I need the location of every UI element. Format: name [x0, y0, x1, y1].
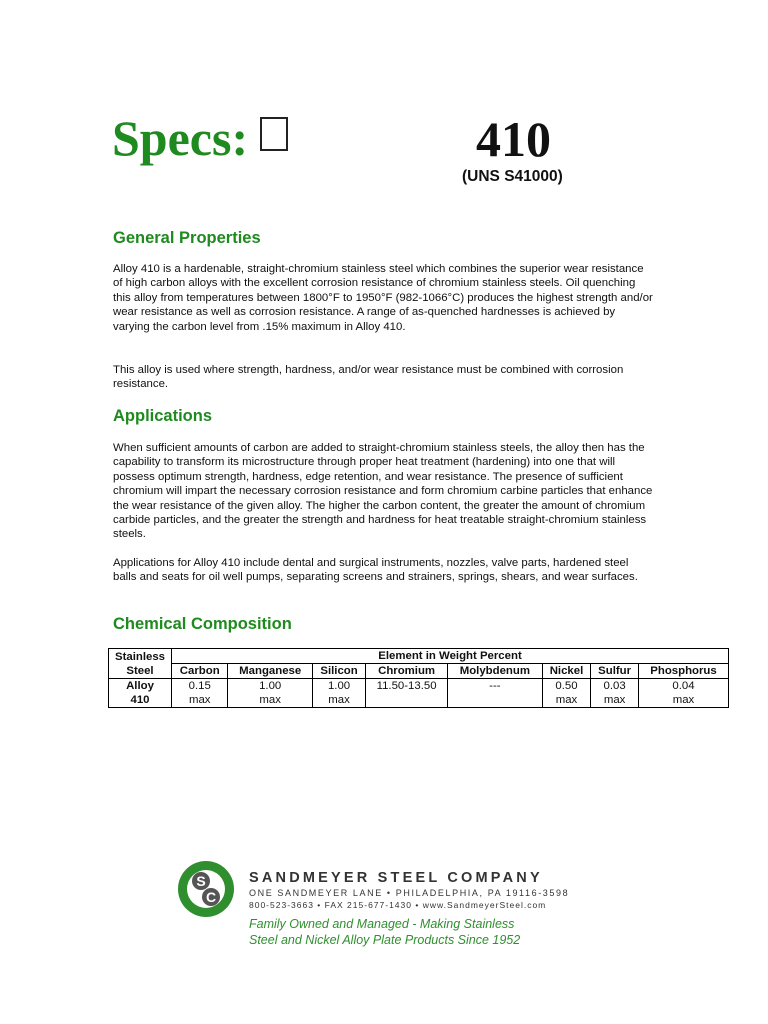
element-header: Silicon [312, 664, 365, 679]
table-cell: 11.50-13.50 [366, 679, 448, 708]
table-cell: 0.15 max [172, 679, 228, 708]
applications-paragraph-1: When sufficient amounts of carbon are added to straight-chromium stainless steels, the alloy then has the capability to transform its microstructure through proper heat treatment (hardening) into one that will possess optimum strength, hardness, edge retention, and wear resistance. The presence of sufficient chromium will impart the necessary corrosion resistance and form chromium carbine particles that enhance the wear resistance of the given alloy. The higher the carbon content, the greater the amount of chromium carbide particles, and the greater the strength and hardness for heat treatable straight-chromium stainless steels. [113, 442, 653, 541]
table-cell: 0.03 max [591, 679, 639, 708]
missing-glyph-box [260, 117, 288, 151]
alloy-number: 410 [476, 111, 551, 167]
general-properties-paragraph-1: Alloy 410 is a hardenable, straight-chromium stainless steel which combines the superior wear resistance of high carbon alloys with the excellent corrosion resistance of chromium stainless steels. Oil quenching this alloy from temperatures between 1800°F to 1950°F (982-1066°C) produces the highest strength and/or wear resistance as well as corrosion resistance. A range of as-quenched hardnesses is achieved by varying the carbon level from .15% maximum in Alloy 410. [113, 263, 653, 333]
sandmeyer-logo-icon [178, 861, 234, 917]
applications-paragraph-2: Applications for Alloy 410 include dental and surgical instruments, nozzles, valve parts, hardened steel balls and seats for oil well pumps, separating screens and strainers, springs, shears, and wear surfaces. [113, 557, 638, 584]
table-cell: 0.04 max [638, 679, 728, 708]
company-tagline: Family Owned and Managed - Making Stainless Steel and Nickel Alloy Plate Products Since 1952 [249, 917, 521, 947]
element-header: Nickel [542, 664, 591, 679]
logo-letter-s: S [192, 872, 210, 890]
table-cell: 1.00 max [228, 679, 312, 708]
company-contact: 800-523-3663 • FAX 215-677-1430 • www.SandmeyerSteel.com [249, 900, 547, 910]
table-row [109, 679, 729, 708]
uns-designation: (UNS S41000) [462, 168, 563, 185]
element-header: Phosphorus [638, 664, 728, 679]
element-header: Molybdenum [447, 664, 542, 679]
company-name: SANDMEYER STEEL COMPANY [249, 870, 543, 886]
chemical-composition-heading: Chemical Composition [113, 615, 292, 633]
element-header: Chromium [366, 664, 448, 679]
general-properties-heading: General Properties [113, 229, 261, 247]
company-footer [176, 858, 596, 950]
chemical-composition-table [108, 648, 729, 708]
company-address: ONE SANDMEYER LANE • PHILADELPHIA, PA 19116-3598 [249, 888, 570, 898]
table-cell: --- [447, 679, 542, 708]
logo-letter-c: C [202, 888, 220, 906]
element-header: Sulfur [591, 664, 639, 679]
table-cell: 1.00 max [312, 679, 365, 708]
table-header-row-1 [109, 649, 729, 664]
element-header: Manganese [228, 664, 312, 679]
applications-heading: Applications [113, 407, 213, 425]
element-group-header: Element in Weight Percent [172, 649, 729, 664]
table-header-row-2 [109, 664, 729, 679]
page-title [112, 108, 288, 168]
general-properties-paragraph-2: This alloy is used where strength, hardness, and/or wear resistance must be combined with corrosion resistance. [113, 364, 624, 391]
steel-column-header: Stainless Steel [109, 649, 172, 679]
specs-label: Specs: [112, 110, 249, 166]
table-cell: 0.50 max [542, 679, 591, 708]
element-header: Carbon [172, 664, 228, 679]
alloy-row-label: Alloy 410 [109, 679, 172, 708]
